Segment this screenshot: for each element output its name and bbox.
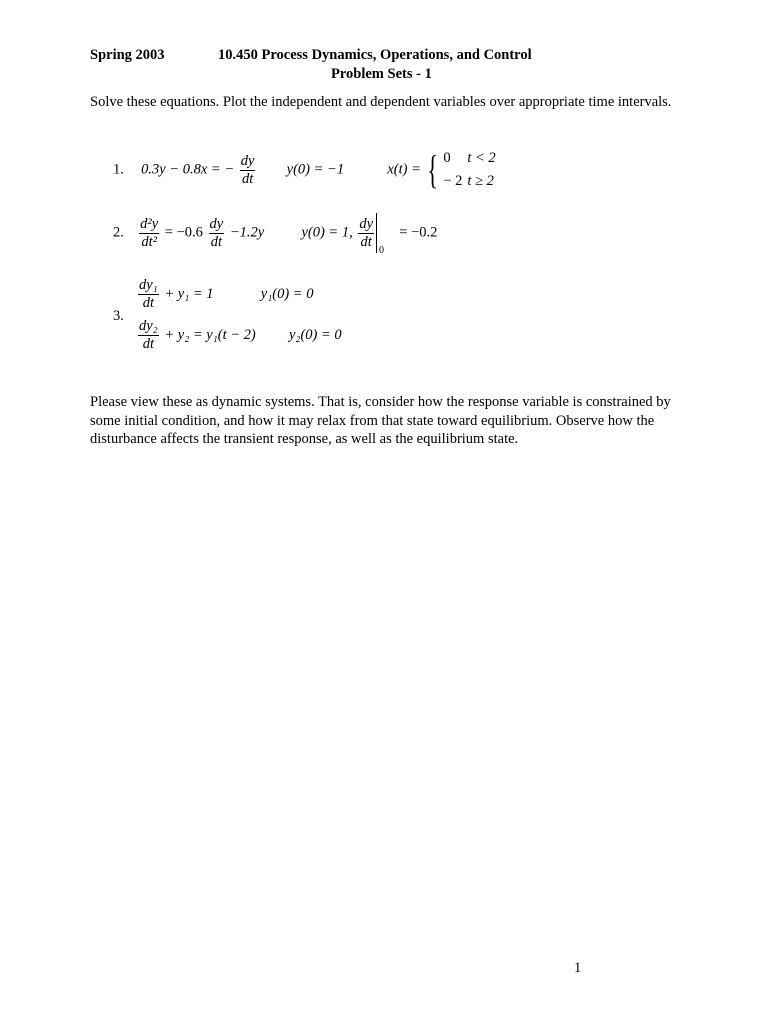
left-brace: { [426,147,438,192]
fraction-numerator: dy₁ [139,277,158,293]
fraction-denominator: dt² [141,233,157,250]
problem-2-first-derivative [209,216,225,251]
case-1-condition: t < 2 [467,150,496,166]
fraction-denominator: dt [210,233,223,250]
header-subtitle: Problem Sets - 1 [331,66,432,82]
problem-3-equation-1 [136,277,313,312]
fraction-denominator: dt [142,336,154,352]
closing-paragraph: Please view these as dynamic systems. That is, consider how the response variable is constrained by some initial condition, and how it may relax from that state toward equilibrium. Observe how the disturbance affects the transient response, as well as the equilibrium state. [90,394,671,447]
problem-2-second-derivative [139,216,159,251]
problem-3-eq1-derivative [138,277,159,312]
problem-1-cases [443,147,495,193]
case-1-value: 0 [443,150,451,166]
problem-2-initial-condition-1: y(0) = 1, [301,224,353,241]
problem-3-eq1-rhs: + y₁ = 1 [164,285,214,302]
fraction-denominator: dt [241,170,254,187]
case-2-condition: t ≥ 2 [467,173,494,189]
fraction-numerator: d²y [140,215,159,232]
problem-2-initial-condition-2: = −0.2 [399,224,438,241]
problem-3-eq2-initial-condition: y₂(0) = 0 [288,326,342,343]
header-term: Spring 2003 [90,47,165,63]
fraction-numerator: dy [240,152,255,169]
fraction-denominator: dt [142,295,154,311]
page-number: 1 [574,960,582,976]
problem-1 [113,147,496,193]
intro-paragraph: Solve these equations. Plot the independent and dependent variables over appropriate time intervals. [90,94,672,110]
evaluation-bar [376,213,377,253]
problem-1-x-definition: x(t) = [387,161,421,178]
fraction-numerator: dy₂ [139,318,158,334]
problem-2-number: 2. [113,224,124,241]
problem-2-tail-term: −1.2y [229,224,265,241]
problem-3-eq2-rhs: + y₂ = y₁(t − 2) [164,326,256,343]
problem-2-derivative-eval [358,216,374,251]
problem-3-equation-2 [136,318,342,353]
problem-1-number: 1. [113,161,124,178]
fraction-numerator: dy [359,215,374,232]
problem-2-coefficient: = −0.6 [164,224,203,241]
fraction-denominator: dt [360,233,372,250]
problem-3-eq2-derivative [138,318,159,353]
problem-3-number: 3. [113,308,124,324]
fraction-numerator: dy [209,215,224,232]
problem-1-lhs: 0.3y − 0.8x = − [141,161,235,178]
header-course-title: 10.450 Process Dynamics, Operations, and Control [218,47,532,63]
problem-3-eq1-initial-condition: y₁(0) = 0 [260,285,314,302]
problem-2 [113,213,438,257]
problem-1-fraction [240,153,256,188]
case-2-value: − 2 [443,173,463,189]
evaluation-point: 0 [379,245,385,257]
problem-1-initial-condition: y(0) = −1 [286,161,345,178]
